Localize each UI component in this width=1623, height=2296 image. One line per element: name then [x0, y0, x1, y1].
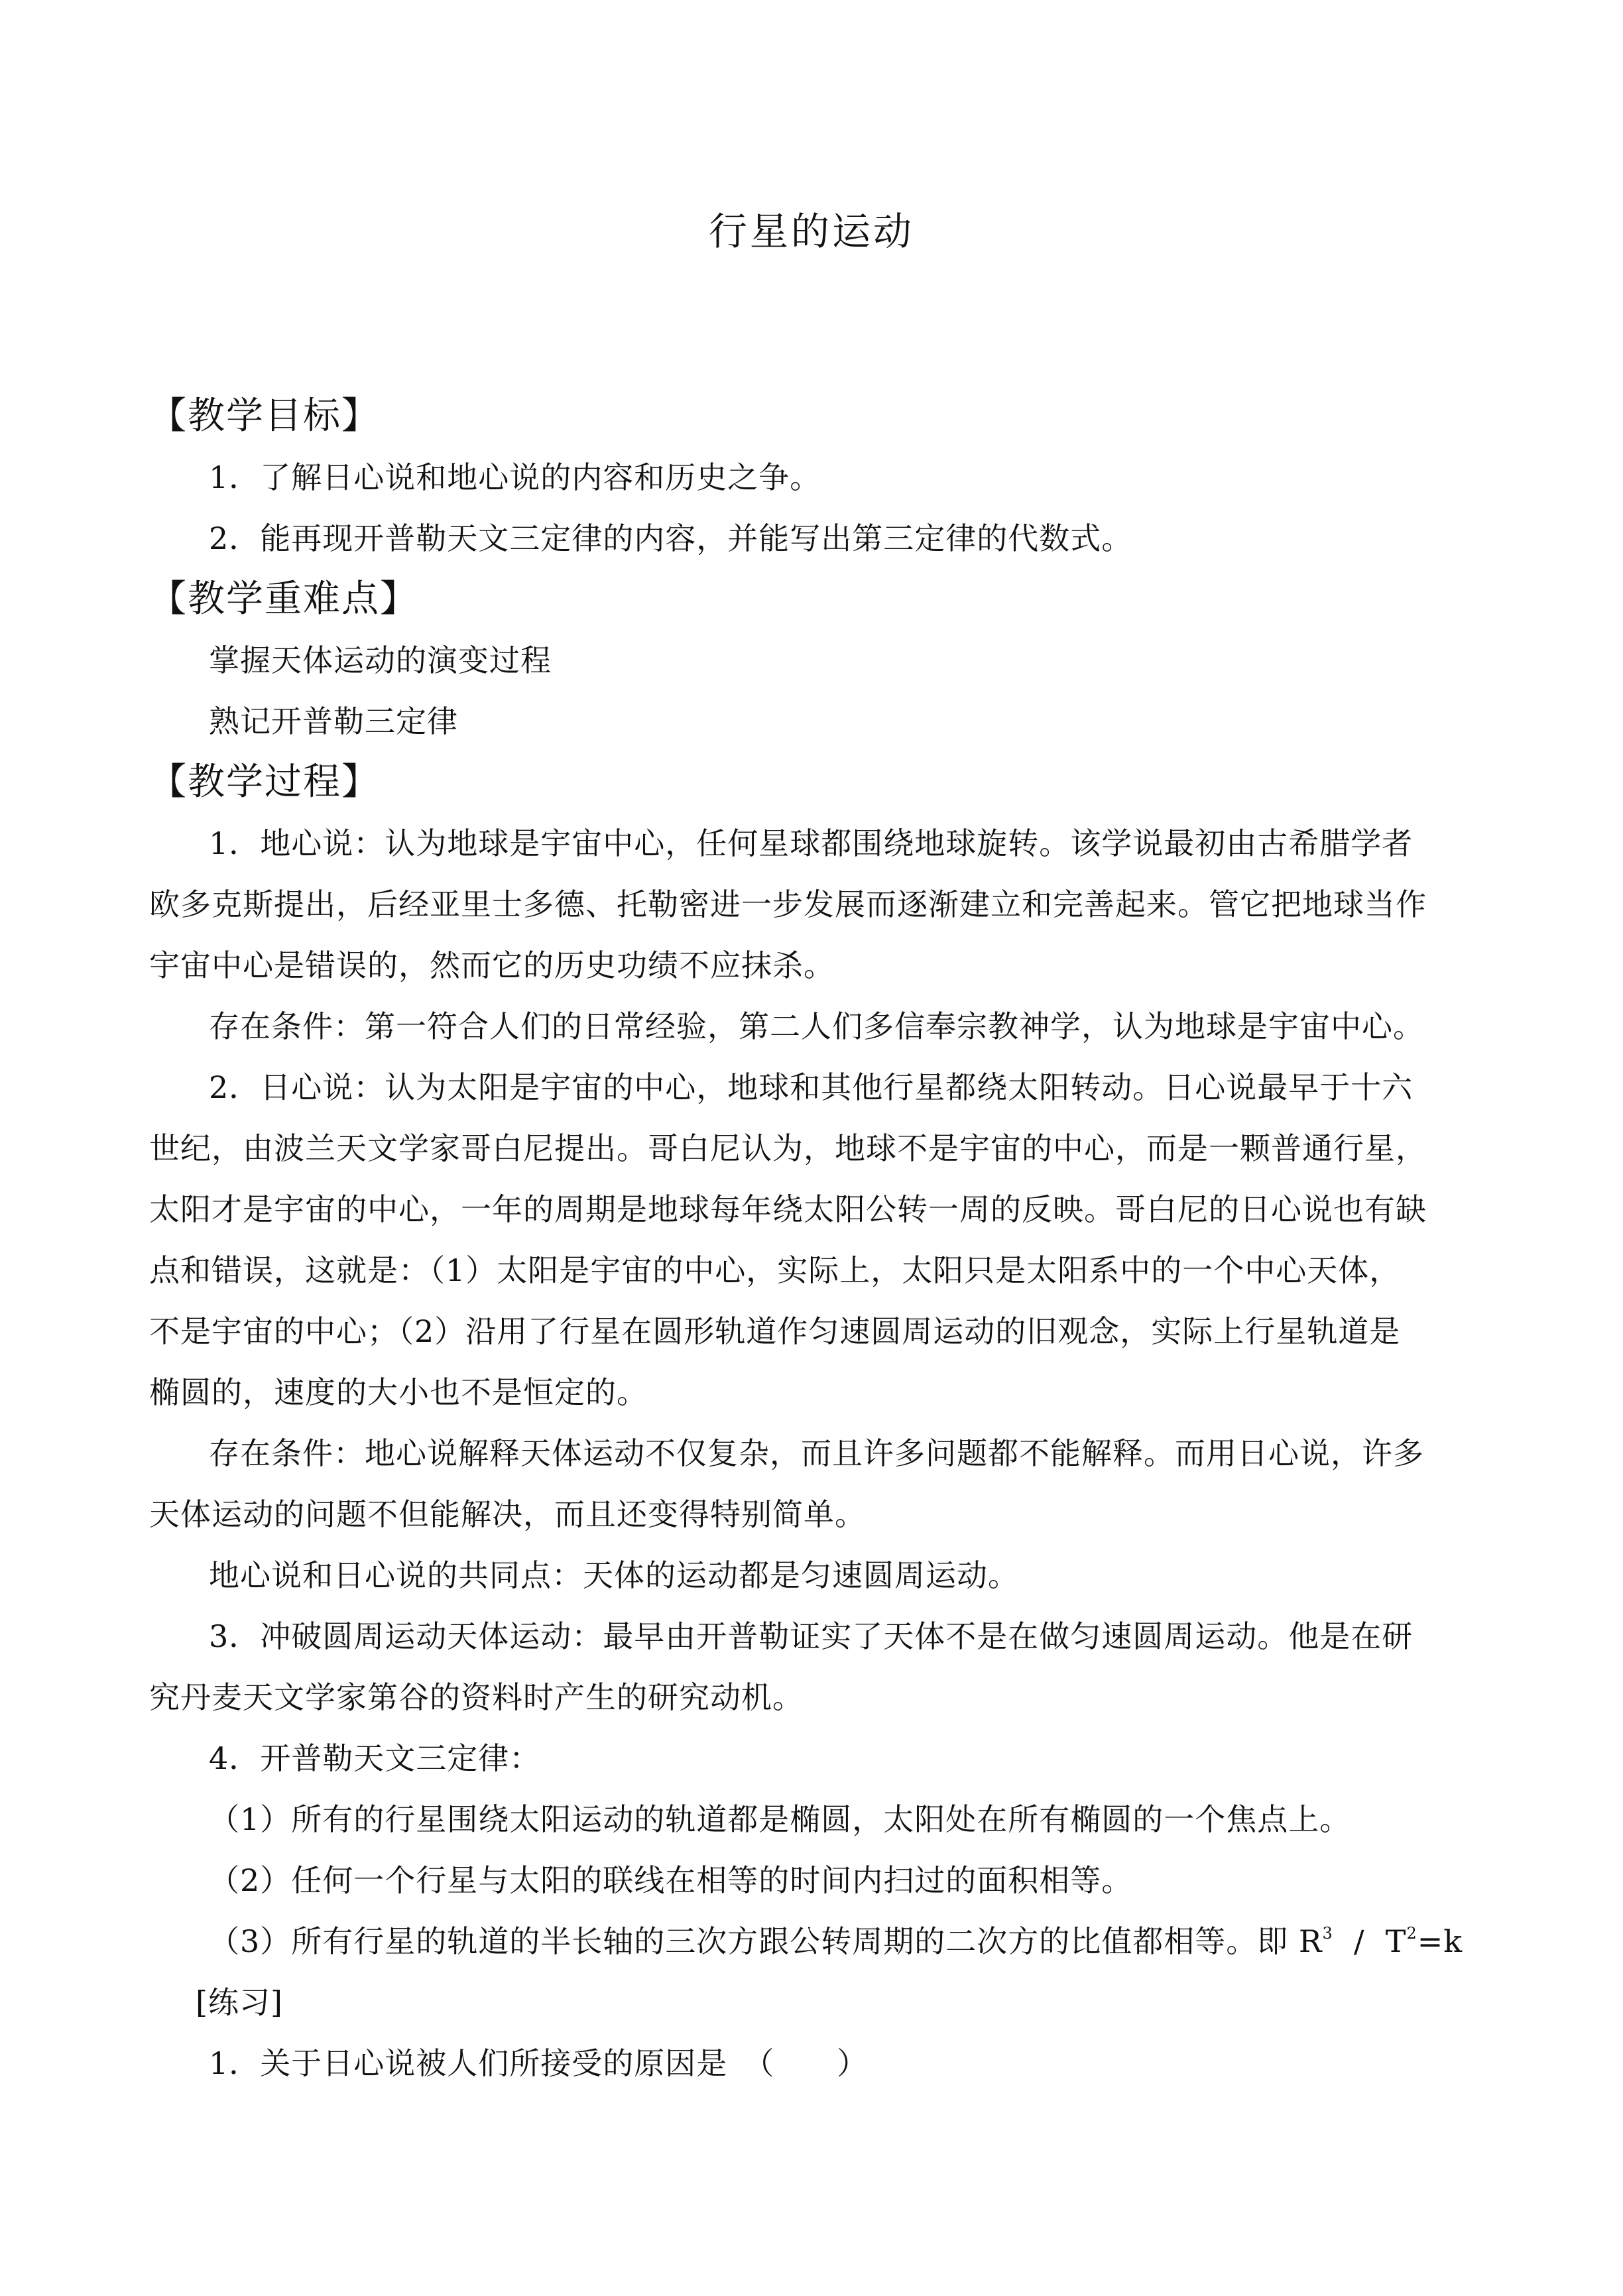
- common-point: 地心说和日心说的共同点：天体的运动都是匀速圆周运动。: [209, 1557, 1019, 1593]
- heliocentric-paragraph-line: 太阳才是宇宙的中心，一年的周期是地球每年绕太阳公转一周的反映。哥白尼的日心说也有缺: [149, 1191, 1427, 1227]
- kepler-law-1: （1）所有的行星围绕太阳运动的轨道都是椭圆，太阳处在所有椭圆的一个焦点上。: [209, 1801, 1351, 1837]
- keypoint-item: 熟记开普勒三定律: [209, 703, 458, 739]
- section-heading-process: 【教学过程】: [149, 760, 380, 804]
- goal-item: 1．了解日心说和地心说的内容和历史之争。: [209, 459, 821, 495]
- heliocentric-condition-line: 存在条件：地心说解释天体运动不仅复杂，而且许多问题都不能解释。而用日心说，许多: [209, 1435, 1424, 1471]
- geocentric-paragraph-line: 1．地心说：认为地球是宇宙中心，任何星球都围绕地球旋转。该学说最初由古希腊学者: [209, 825, 1413, 861]
- page-title: 行星的运动: [708, 209, 914, 254]
- kepler-law-2: （2）任何一个行星与太阳的联线在相等的时间内扫过的面积相等。: [209, 1862, 1133, 1898]
- kepler-law-3-tail: =k: [1417, 1923, 1463, 1959]
- kepler-intro-line: 究丹麦天文学家第谷的资料时产生的研究动机。: [149, 1679, 804, 1715]
- geocentric-paragraph-line: 宇宙中心是错误的，然而它的历史功绩不应抹杀。: [149, 947, 835, 983]
- heliocentric-paragraph-line: 椭圆的，速度的大小也不是恒定的。: [149, 1374, 648, 1410]
- heliocentric-paragraph-line: 2．日心说：认为太阳是宇宙的中心，地球和其他行星都绕太阳转动。日心说最早于十六: [209, 1069, 1413, 1105]
- heliocentric-condition-line: 天体运动的问题不但能解决，而且还变得特别简单。: [149, 1496, 866, 1532]
- heliocentric-paragraph-line: 点和错误，这就是：（1）太阳是宇宙的中心，实际上，太阳只是太阳系中的一个中心天体，: [149, 1252, 1401, 1288]
- kepler-law-3-text: （3）所有行星的轨道的半长轴的三次方跟公转周期的二次方的比值都相等。即 R: [209, 1923, 1323, 1959]
- document-body: [149, 386, 1485, 2094]
- practice-heading: [练习]: [196, 1984, 283, 2020]
- kepler-laws-title: 4．开普勒天文三定律：: [209, 1740, 541, 1776]
- goal-item: 2．能再现开普勒天文三定律的内容，并能写出第三定律的代数式。: [209, 520, 1133, 556]
- keypoint-item: 掌握天体运动的演变过程: [209, 642, 552, 678]
- heliocentric-paragraph-line: 不是宇宙的中心；（2）沿用了行星在圆形轨道作匀速圆周运动的旧观念，实际上行星轨道是: [149, 1313, 1401, 1349]
- section-heading-keypoints: 【教学重难点】: [149, 577, 418, 621]
- r-exponent: 3: [1322, 1924, 1333, 1943]
- heliocentric-paragraph-line: 世纪，由波兰天文学家哥白尼提出。哥白尼认为，地球不是宇宙的中心，而是一颗普通行星，: [149, 1130, 1427, 1166]
- t-exponent: 2: [1406, 1924, 1417, 1943]
- kepler-intro-line: 3．冲破圆周运动天体运动：最早由开普勒证实了天体不是在做匀速圆周运动。他是在研: [209, 1618, 1413, 1654]
- practice-question-1: 1．关于日心说被人们所接受的原因是 （ ）: [209, 2045, 869, 2081]
- section-heading-goals: 【教学目标】: [149, 394, 380, 438]
- geocentric-paragraph-line: 欧多克斯提出，后经亚里士多德、托勒密进一步发展而逐渐建立和完善起来。管它把地球当作: [149, 886, 1427, 922]
- kepler-law-3-slash: / T: [1333, 1923, 1407, 1959]
- geocentric-condition: 存在条件：第一符合人们的日常经验，第二人们多信奉宗教神学，认为地球是宇宙中心。: [209, 1008, 1424, 1044]
- kepler-law-3: [149, 1911, 1485, 1972]
